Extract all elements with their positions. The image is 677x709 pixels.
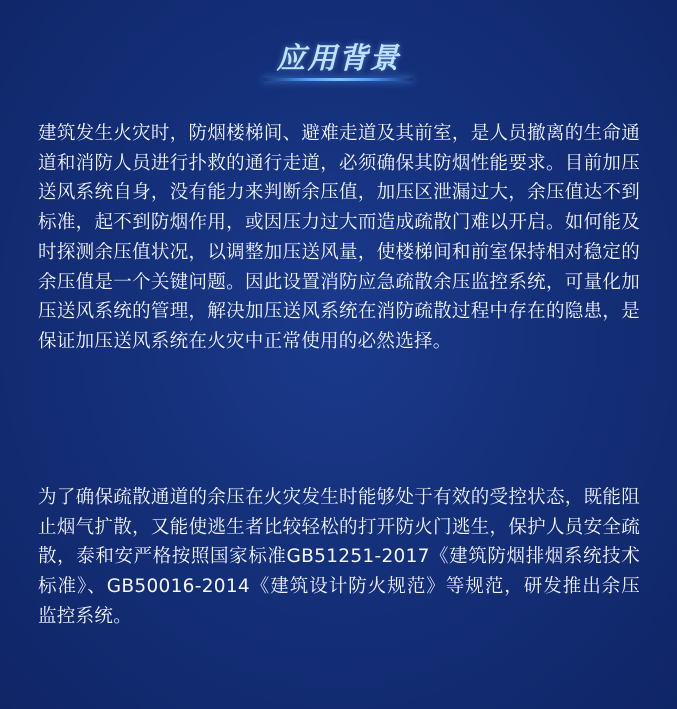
page-title: 应用背景 (276, 41, 401, 75)
background-paragraph-2: 为了确保疏散通道的余压在火灾发生时能够处于有效的受控状态，既能阻止烟气扩散，又能使逃生者比较轻松的打开防火门逃生，保护人员安全疏散，泰和安严格按照国家标准GB51251-2017《建筑防烟排烟系统技术标准》、GB50016-2014《建筑设计防火规范》等规范，研发推出余压监控系统。 (38, 487, 640, 627)
background-paragraph-1: 建筑发生火灾时，防烟楼梯间、避难走道及其前室，是人员撤离的生命通道和消防人员进行扑救的通行走道，必须确保其防烟性能要求。目前加压送风系统自身，没有能力来判断余压值，加压区泄漏过大，余压值达不到标准，起不到防烟作用，或因压力过大而造成疏散门难以开启。如何能及时探测余压值状况，以调整加压送风量，使楼梯间和前室保持相对稳定的余压值是一个关键问题。因此设置消防应急疏散余压监控系统，可量化加压送风系统的管理，解决加压送风系统在消防疏散过程中存在的隐患，是保证加压送风系统在火灾中正常使用的必然选择。 (38, 123, 640, 352)
title-underline-divider (263, 78, 413, 81)
